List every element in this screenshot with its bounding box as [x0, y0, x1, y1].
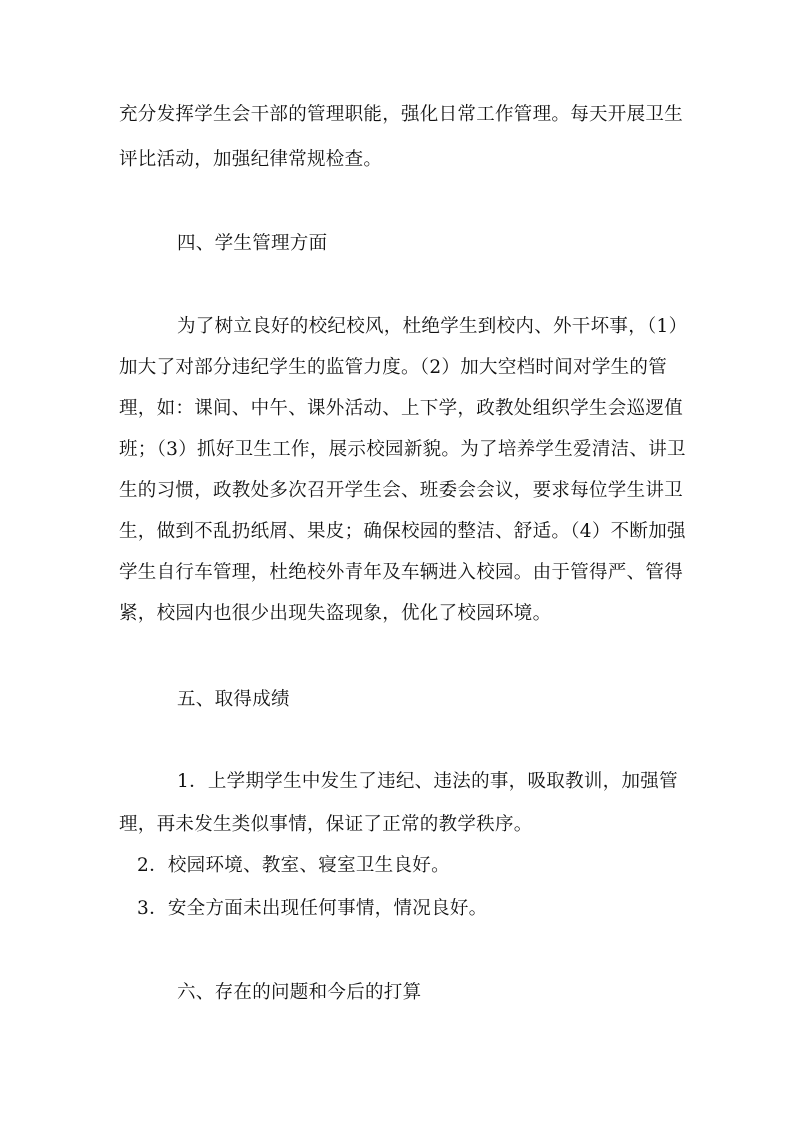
list-item: 3．安全方面未出现任何事情，情况良好。 [137, 898, 488, 919]
paragraph-line: 评比活动，加强纪律常规检查。 [119, 149, 383, 170]
paragraph-line: 为了树立良好的校纪校风，杜绝学生到校内、外干坏事，（1） [177, 316, 688, 337]
paragraph-line: 生，做到不乱扔纸屑、果皮；确保校园的整洁、舒适。（4）不断加强 [119, 521, 686, 542]
paragraph-line: 加大了对部分违纪学生的监管力度。（2）加大空档时间对学生的管 [119, 357, 668, 378]
paragraph-line: 紧，校园内也很少出现失盗现象，优化了校园环境。 [119, 603, 552, 624]
list-item-line: 理，再未发生类似事情，保证了正常的教学秩序。 [119, 814, 533, 835]
paragraph-line: 理，如：课间、中午、课外活动、上下学，政教处组织学生会巡逻值 [119, 398, 684, 419]
list-item: 2．校园环境、教室、寝室卫生良好。 [137, 855, 450, 876]
paragraph-line: 充分发挥学生会干部的管理职能，强化日常工作管理。每天开展卫生 [119, 104, 684, 125]
paragraph-line: 学生自行车管理，杜绝校外青年及车辆进入校园。由于管得严、管得 [119, 562, 684, 583]
paragraph-line: 班；（3）抓好卫生工作，展示校园新貌。为了培养学生爱清洁、讲卫 [119, 439, 686, 460]
section-heading: 六、存在的问题和今后的打算 [177, 982, 422, 1003]
list-item-line: 1．上学期学生中发生了违纪、违法的事，吸取教训，加强管 [177, 771, 678, 792]
section-heading: 五、取得成绩 [177, 689, 290, 710]
paragraph-line: 生的习惯，政教处多次召开学生会、班委会会议，要求每位学生讲卫 [119, 480, 684, 501]
section-heading: 四、学生管理方面 [177, 233, 328, 254]
